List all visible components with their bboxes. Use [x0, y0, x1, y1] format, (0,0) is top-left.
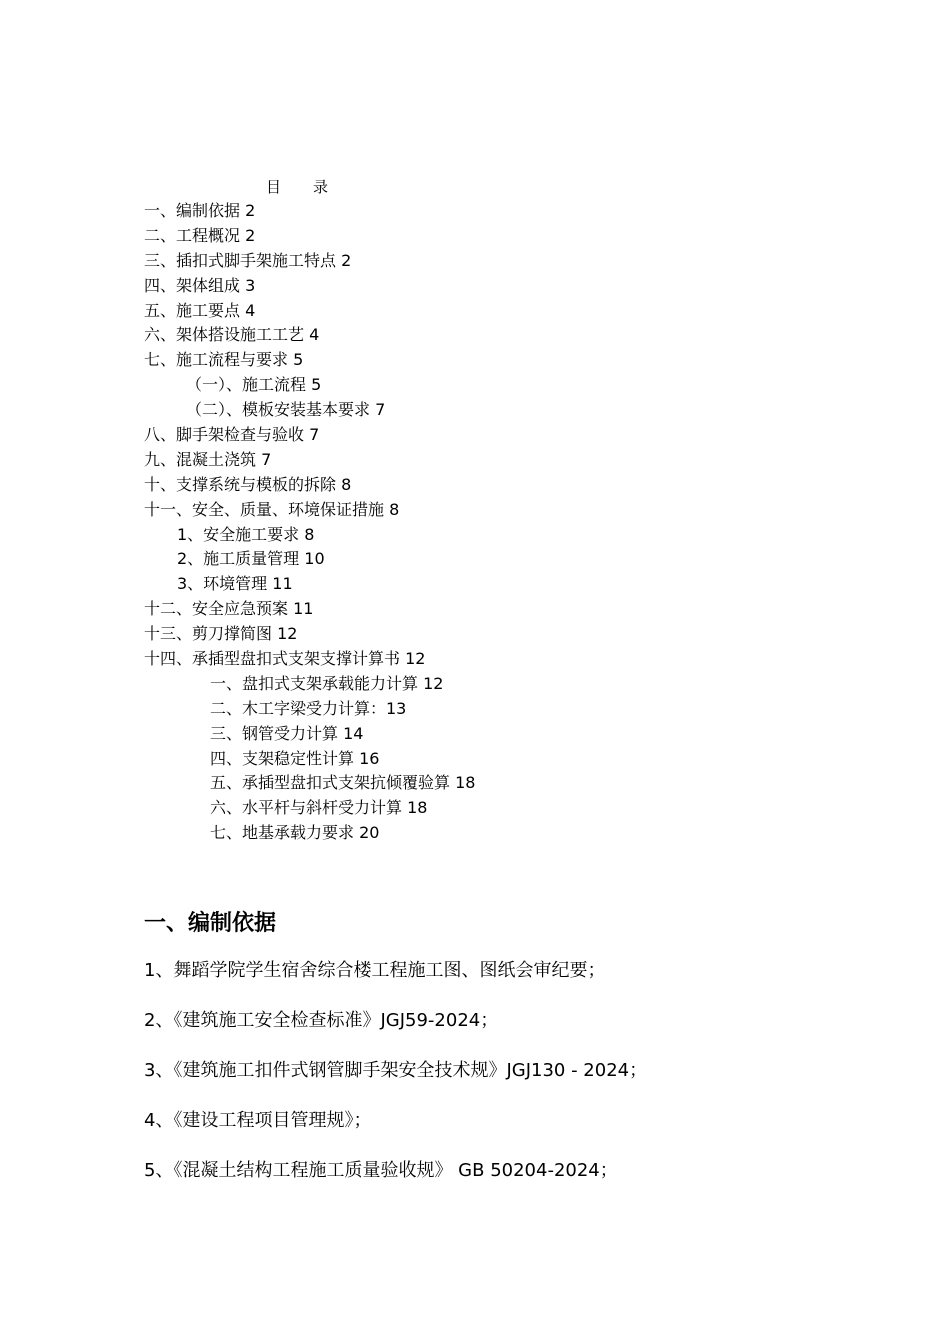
reference-item: 4、《建设工程项目管理规》； [144, 1110, 372, 1131]
toc-entry: 十三、剪刀撑简图 12 [144, 624, 298, 644]
toc-entry: 五、承插型盘扣式支架抗倾覆验算 18 [210, 773, 476, 793]
toc-entry: 十四、承插型盘扣式支架支撑计算书 12 [144, 649, 426, 669]
toc-entry: 六、水平杆与斜杆受力计算 18 [210, 798, 428, 818]
toc-title-char: 目 [266, 178, 282, 196]
reference-item: 3、《建筑施工扣件式钢管脚手架安全技术规》JGJ130 - 2024； [144, 1060, 648, 1081]
toc-entry: 三、钢管受力计算 14 [210, 723, 364, 743]
toc-entry: 八、脚手架检查与验收 7 [144, 425, 320, 445]
toc-entry: 一、盘扣式支架承载能力计算 12 [210, 673, 444, 693]
reference-item: 5、《混凝土结构工程施工质量验收规》 GB 50204-2024； [144, 1160, 618, 1181]
toc-entry: 2、施工质量管理 10 [177, 549, 325, 569]
toc-entry: （二）、模板安装基本要求 7 [186, 400, 386, 420]
toc-entry: 九、混凝土浇筑 7 [144, 449, 272, 469]
toc-entry: 五、施工要点 4 [144, 300, 256, 320]
toc-entry: 七、地基承载力要求 20 [210, 823, 380, 843]
reference-item: 1、舞蹈学院学生宿舍综合楼工程施工图、图纸会审纪要； [144, 960, 606, 981]
table-of-contents [144, 199, 475, 846]
toc-entry: 二、工程概况 2 [144, 225, 256, 245]
toc-entry: （一）、施工流程 5 [186, 375, 322, 395]
toc-entry: 六、架体搭设施工工艺 4 [144, 325, 320, 345]
toc-entry: 四、架体组成 3 [144, 275, 256, 295]
toc-entry: 3、环境管理 11 [177, 574, 293, 594]
toc-title [266, 176, 328, 197]
toc-entry: 十、支撑系统与模板的拆除 8 [144, 474, 352, 494]
toc-entry: 十二、安全应急预案 11 [144, 599, 314, 619]
section-heading: 一、编制依据 [144, 911, 277, 936]
toc-entry: 1、安全施工要求 8 [177, 524, 315, 544]
toc-entry: 三、插扣式脚手架施工特点 2 [144, 250, 352, 270]
toc-entry: 十一、安全、质量、环境保证措施 8 [144, 499, 400, 519]
toc-entry: 一、编制依据 2 [144, 201, 256, 220]
toc-entry: 七、施工流程与要求 5 [144, 350, 304, 370]
reference-list [144, 958, 647, 1208]
toc-entry: 二、木工字梁受力计算：13 [210, 698, 407, 718]
toc-entry: 四、支架稳定性计算 16 [210, 748, 380, 768]
toc-title-char: 录 [313, 178, 329, 196]
reference-item: 2、《建筑施工安全检查标准》JGJ59-2024； [144, 1010, 499, 1031]
